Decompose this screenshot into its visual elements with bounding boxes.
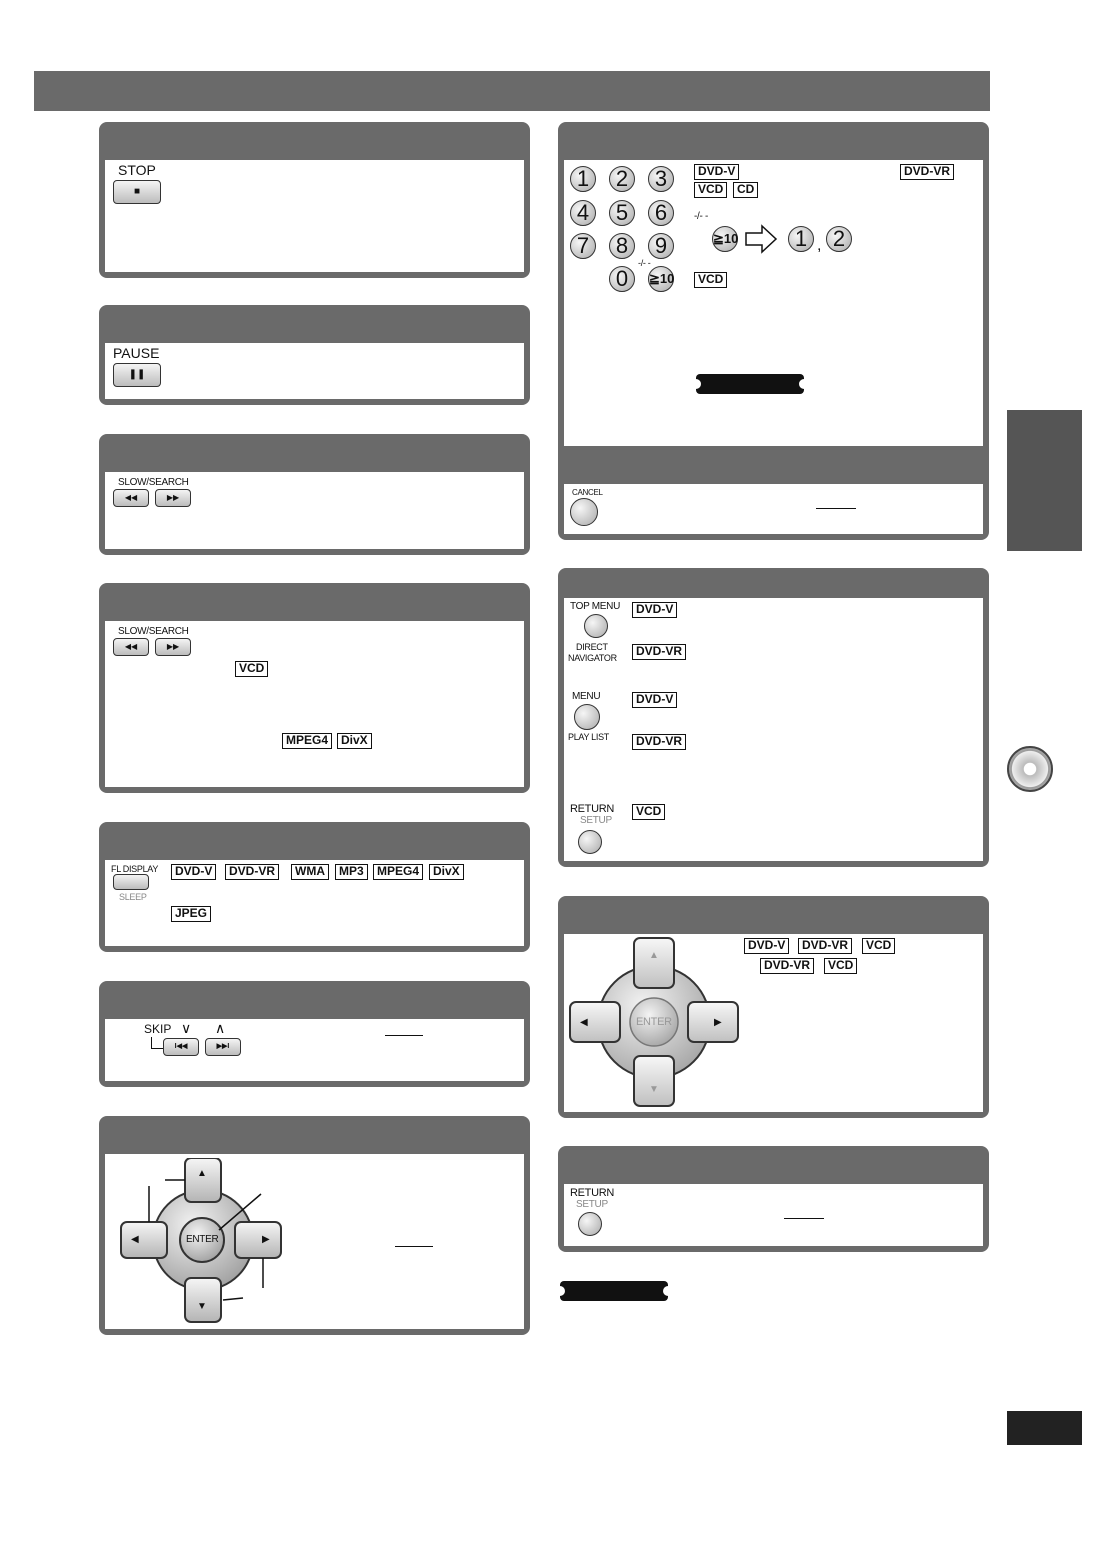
badge-dvd-vr: DVD-VR [225,864,279,880]
number-button-1[interactable]: 1 [570,166,596,192]
skip-panel [99,981,530,1087]
number-button-3[interactable]: 3 [648,166,674,192]
stop-icon: ■ [133,186,141,197]
badge-dvd-v: DVD-V [694,164,739,180]
play-list-label: PLAY LIST [568,732,609,742]
ten-plus-button[interactable]: ≧10 [648,266,674,292]
cursor-panel-body [564,934,983,1112]
rewind-icon: ◀◀ [124,493,138,502]
up-arrow-icon-large: ▲ [649,950,659,961]
pause-panel [99,305,530,405]
number-button-5[interactable]: 5 [609,200,635,226]
up-button[interactable] [185,1158,221,1202]
section-tab [1007,410,1082,551]
number-button-6[interactable]: 6 [648,200,674,226]
fast-forward-icon: ▶▶ [166,493,180,502]
return-panel [558,1146,989,1252]
example-number-2: 2 [826,226,852,252]
right-arrow-icon: ▶ [262,1234,270,1245]
note-tag [696,374,804,394]
badge-dvd-vr-2: DVD-VR [760,958,814,974]
slow-rewind-button[interactable] [113,638,149,656]
arrow-right-icon [744,224,778,254]
underline [784,1218,824,1219]
badge-wma: WMA [291,864,329,880]
badge-jpeg: JPEG [171,906,211,922]
number-panel [558,122,989,540]
underline [395,1246,433,1247]
rewind-button[interactable] [113,489,149,507]
badge-vcd-2: VCD [694,272,727,288]
dash-label: -/- - [638,258,651,268]
pause-panel-body [105,343,524,399]
skip-forward-icon: ▶▶I [216,1043,230,1050]
cancel-panel-body [564,484,983,534]
cancel-label: CANCEL [572,488,603,497]
left-arrow-icon: ◀ [131,1234,139,1245]
badge-mp3: MP3 [335,864,368,880]
navigator-label: NAVIGATOR [568,653,617,663]
direct-label: DIRECT [576,642,608,652]
enter-label: ENTER [186,1234,219,1245]
return-label-2: RETURN [570,1187,615,1199]
up-button-large[interactable] [634,938,674,988]
down-arrow-icon-large: ▼ [649,1084,659,1095]
badge-mpeg4: MPEG4 [282,733,332,749]
slow-search-label-2: SLOW/SEARCH [118,626,189,637]
cancel-button[interactable] [570,498,598,526]
badge-divx: DivX [337,733,372,749]
badge-vcd: VCD [632,804,665,820]
right-arrow-icon-large: ▶ [714,1017,722,1028]
badge-dvd-vr: DVD-VR [900,164,954,180]
stop-panel [99,122,530,278]
badge-vcd: VCD [235,661,268,677]
right-button[interactable] [235,1222,281,1258]
skip-label: SKIP [144,1022,172,1036]
left-arrow-icon-large: ◀ [580,1017,588,1028]
dash-label-2: -/- - [694,211,709,222]
comma: , [817,237,822,254]
down-button[interactable] [185,1278,221,1322]
right-button-large[interactable] [688,1002,738,1042]
fast-forward-icon-2: ▶▶ [166,642,180,651]
badge-vcd: VCD [694,182,727,198]
number-panel-body [564,160,983,446]
skip-up-symbol: ∧ [215,1020,226,1036]
fl-display-button[interactable] [113,874,149,890]
skip-down-symbol: ∨ [181,1020,192,1036]
left-button[interactable] [121,1222,167,1258]
pause-label: PAUSE [113,345,160,361]
fl-display-panel-body [105,860,524,946]
slow-panel [99,583,530,793]
example-number-1: 1 [788,226,814,252]
badge-dvd-vr-2: DVD-VR [632,734,686,750]
pause-button[interactable] [113,363,161,387]
badge-dvd-vr: DVD-VR [632,644,686,660]
search-panel [99,434,530,555]
underline [816,508,856,509]
menu-button[interactable] [574,704,600,730]
up-arrow-icon: ▲ [197,1168,207,1179]
number-button-7[interactable]: 7 [570,233,596,259]
badge-vcd: VCD [862,938,895,954]
fl-display-label: FL DISPLAY [111,864,159,874]
return-panel-body [564,1184,983,1246]
search-panel-body [105,472,524,549]
number-button-9[interactable]: 9 [648,233,674,259]
sleep-label: SLEEP [119,892,147,902]
down-arrow-icon: ▼ [197,1301,207,1312]
badge-dvd-v-2: DVD-V [632,692,677,708]
number-button-2[interactable]: 2 [609,166,635,192]
stop-panel-body [105,160,524,272]
pause-icon: ❚❚ [128,369,146,380]
badge-dvd-vr: DVD-VR [798,938,852,954]
return-button-2[interactable] [578,1212,602,1236]
skip-forward-button[interactable] [205,1038,241,1056]
setup-label-2: SETUP [576,1199,608,1210]
top-header-bar [34,71,990,111]
badge-dvd-v: DVD-V [744,938,789,954]
left-button-large[interactable] [570,1002,620,1042]
menu-label: MENU [572,691,601,702]
menu-panel [558,568,989,867]
underline [385,1035,423,1036]
menu-panel-body [564,598,983,861]
skip-back-button[interactable] [163,1038,199,1056]
number-button-4[interactable]: 4 [570,200,596,226]
skip-panel-body [105,1019,524,1081]
return-label: RETURN [570,803,615,815]
slow-search-label: SLOW/SEARCH [118,477,189,488]
note-tag-bottom [560,1281,668,1301]
slow-panel-body [105,621,524,787]
pointer-line [223,1298,243,1300]
fast-forward-button[interactable] [155,489,191,507]
number-button-0[interactable]: 0 [609,266,635,292]
cursor-panel [558,896,989,1118]
page-number-box [1007,1411,1082,1445]
enter-label-large: ENTER [636,1016,672,1028]
setup-label: SETUP [580,815,612,826]
down-button-large[interactable] [634,1056,674,1106]
number-button-8[interactable]: 8 [609,233,635,259]
badge-dvd-v: DVD-V [632,602,677,618]
badge-dvd-v: DVD-V [171,864,216,880]
badge-mpeg4-2: MPEG4 [373,864,423,880]
badge-divx-2: DivX [429,864,464,880]
stop-label: STOP [118,162,156,178]
badge-cd: CD [733,182,758,198]
stop-button[interactable] [113,180,161,204]
slow-forward-button[interactable] [155,638,191,656]
top-menu-button[interactable] [584,614,608,638]
disc-icon [1007,746,1053,792]
skip-back-icon: I◀◀ [174,1043,188,1050]
frame-panel [99,1116,530,1335]
top-menu-label: TOP MENU [570,601,621,612]
return-button[interactable] [578,830,602,854]
ten-plus-example: ≧10 [712,226,738,252]
frame-panel-body [105,1154,524,1329]
fl-display-panel [99,822,530,952]
rewind-icon-2: ◀◀ [124,642,138,651]
badge-vcd-2: VCD [824,958,857,974]
